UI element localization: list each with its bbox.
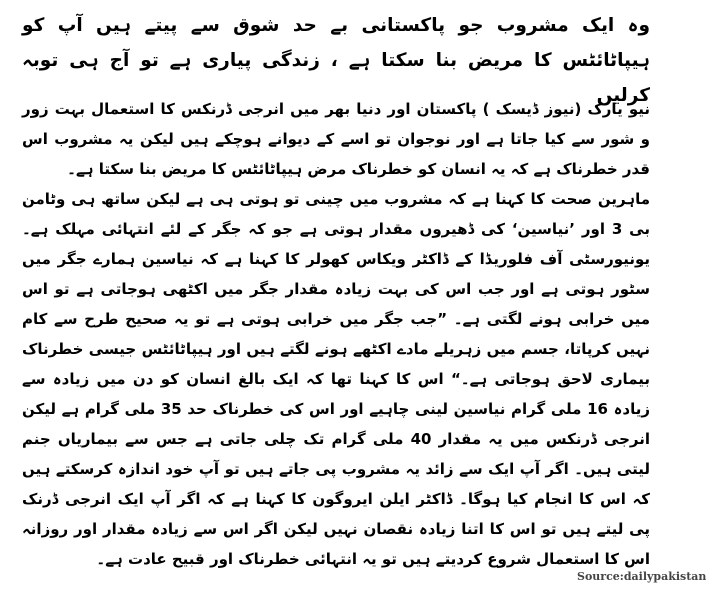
article-paragraph-body: ماہرین صحت کا کہنا ہے کہ مشروب میں چینی تو ہوتی ہی ہے لیکن ساتھ ہی وٹامن بی 3 اور ’نیاسین‘ کی ڈھیروں مقدار ہوتی ہے جو کہ جگر کے لئے انتہائی مہلک ہے۔ یونیورسٹی آف فلوریڈا کے ڈاکٹر ویکاس کھولر کا کہنا ہے کہ نیاسین ہمارے جگر میں سٹور ہوتی ہے اور جب اس کی بہت زیادہ مقدار جگر میں اکٹھی ہوجاتی ہے تو اس میں خرابی ہونے لگتی ہے۔ ”جب جگر میں خرابی ہوتی ہے تو یہ صحیح طرح سے کام نہیں کرپاتا، جسم میں زہریلے مادے اکٹھے ہونے لگتے ہیں اور ہیپاٹائٹس جیسی خطرناک بیماری لاحق ہوجاتی ہے۔“ اس کا کہنا تھا کہ ایک بالغ انسان کو دن میں زیادہ سے زیادہ 16 ملی گرام نیاسین لینی چاہیے اور اس کی خطرناک حد 35 ملی گرام ہے لیکن انرجی ڈرنکس میں یہ مقدار 40 ملی گرام تک چلی جاتی ہے جس سے بیماریاں جنم لیتی ہیں۔ اگر آپ ایک سے زائد یہ مشروب پی جاتے ہیں تو آپ خود اندازہ کرسکتے ہیں کہ اس کا انجام کیا ہوگا۔ ڈاکٹر ایلن ایروگون کا کہنا ہے کہ اگر آپ ایک انرجی ڈرنک پی لیتے ہیں تو اس کا اتنا زیادہ نقصان نہیں لیکن اگر اس سے زیادہ مقدار اور روزانہ اس کا استعمال شروع کردیتے ہیں تو یہ انتہائی خطرناک اور قبیح عادت ہے۔ bbox=[22, 190, 651, 568]
article-paragraph-intro: نیو یارک (نیوز ڈیسک ) پاکستان اور دنیا بھر میں انرجی ڈرنکس کا استعمال بہت زور و شور سے کیا جاتا ہے اور نوجوان تو اسے کے دیوانے ہوچکے ہیں لیکن یہ مشروب اس قدر خطرناک ہے کہ یہ انسان کو خطرناک مرض ہیپاٹائٹس کا مریض بنا سکتا ہے۔ bbox=[22, 100, 650, 178]
news-article bbox=[22, 0, 706, 597]
source-credit: Source:dailypakistan bbox=[577, 570, 706, 583]
article-headline: وہ ایک مشروب جو پاکستانی بے حد شوق سے پیتے ہیں آپ کو ہیپاٹائٹس کا مریض بنا سکتا ہے ، زندگی پیاری ہے تو آج ہی توبہ کرلیں bbox=[22, 15, 650, 106]
